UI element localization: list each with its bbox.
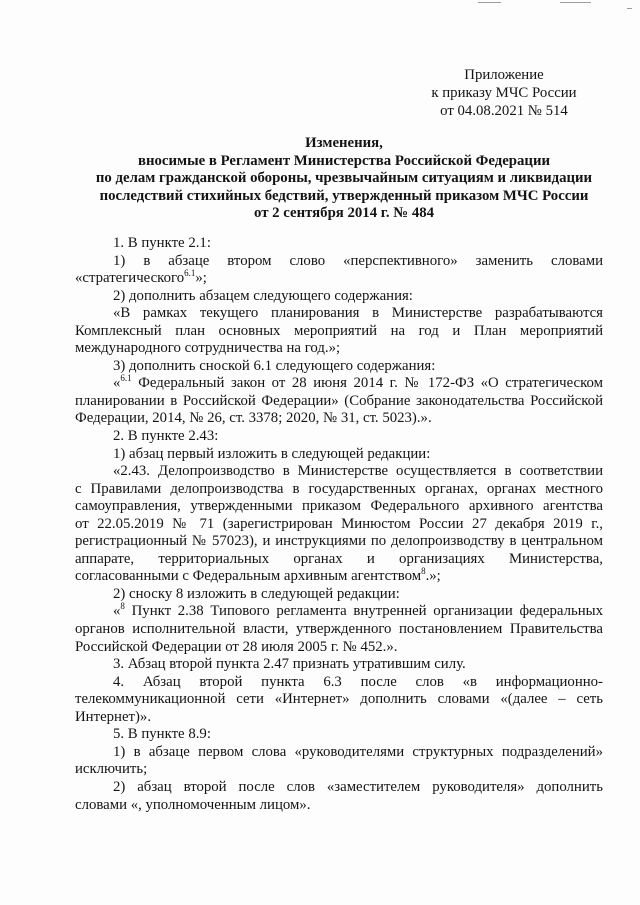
footnote-8-text [75,603,603,656]
item-5-subitem-2 [75,779,603,814]
item-5-subitem-1 [75,744,603,779]
item-1-subitem-1 [75,253,603,288]
text-line: «2.43. Делопроизводство в Министерстве осуществляется в соответствии [113,463,603,480]
text-line: Интернет)». [75,708,152,725]
text-line: словами «, уполномоченным лицом». [75,796,311,813]
text-line: международного сотрудничества на год.»; [75,340,341,357]
item-3 [75,656,603,674]
text-line: «В рамках текущего планирования в Министерстве разрабатываются [113,305,603,322]
footnote-marker: 8 [120,601,125,612]
text-line: исключить; [75,761,148,778]
text-line: Федерации, 2014, № 26, ст. 3378; 2020, № 31, ст. 5023).». [75,410,432,427]
text-line: Комплексный план основных мероприятий на год и План мероприятий [75,322,603,339]
text-line: 1. В пункте 2.1: [113,235,211,251]
item-2-subitem-1 [75,446,603,464]
text-line: планировании в Российской Федерации» (Собрание законодательства Российской [75,392,603,409]
item-1-subitem-2-quote [75,305,603,358]
text-line [75,375,603,393]
text-line: телекоммуникационной сети «Интернет» дополнить словами «(далее – сеть [75,691,603,708]
text-line: 1) в абзаце втором слово «перспективного» заменить словами [113,252,603,269]
text-line: 2) дополнить абзацем следующего содержания: [113,287,413,304]
text-segment: »; [195,270,207,287]
text-line: 2) абзац второй после слов «заместителем руководителя» дополнить [113,778,603,795]
scan-mark [478,2,501,3]
text-line: органов исполнительной власти, утвержденного постановлением Правительства [75,621,603,638]
item-2-heading [75,428,603,446]
footnote-marker: 6.1 [184,268,196,279]
item-1-subitem-2 [75,288,603,306]
footnote-marker: 6.1 [120,373,132,384]
text-line: от 22.05.2019 № 71 (зарегистрирован Минюстом России 27 декабря 2019 г., [75,515,603,532]
scan-mark [560,2,591,3]
footnote-marker: 8 [421,566,426,577]
item-5-heading [75,726,603,744]
item-2-subitem-2 [75,586,603,604]
text-segment: согласованными с Федеральным архивным агентством [75,568,422,585]
text-line: 1) абзац первый изложить в следующей редакции: [113,445,431,462]
item-1-heading [75,235,603,253]
title-line: последствий стихийных бедствий, утвержденный приказом МЧС России [99,187,589,204]
text-segment: Пункт 2.38 Типового регламента внутренней организации федеральных [124,603,603,620]
text-segment: «стратегического [75,270,185,287]
title-line: по делам гражданской обороны, чрезвычайным ситуациям и ликвидации [95,170,593,187]
text-line [75,270,603,288]
item-4 [75,674,603,727]
title-line: Изменения, [305,135,383,151]
text-line: самоуправления, утвержденными приказом Федерального архивного агентства [75,498,603,515]
text-line: 1) в абзаце первом слова «руководителями структурных подразделений» [113,743,603,760]
text-line: с Правилами делопроизводства в государственных органах, органах местного [75,480,603,497]
footnote-6-1-text [75,375,603,428]
appendix-header [424,66,584,120]
text-line: 5. В пункте 8.9: [113,726,211,743]
text-line: 2) сноску 8 изложить в следующей редакции: [113,585,400,602]
text-segment: « [113,603,121,620]
text-line: 4. Абзац второй пункта 6.3 после слов «в информационно- [113,673,603,690]
text-segment: .»; [425,568,441,585]
text-line [75,568,603,586]
document-title [79,135,609,223]
document-body [75,235,603,814]
order-date: от 04.08.2021 № 514 [440,103,568,119]
text-line: регистрационный № 57023), и инструкциями по делопроизводству в центральном [75,533,603,550]
text-line: 3) дополнить сноской 6.1 следующего содержания: [113,357,436,374]
text-line: аппарате, территориальных органах и организациях Министерства, [75,550,603,567]
text-line [75,603,603,621]
item-2-subitem-1-quote [75,463,603,586]
text-line: 2. В пункте 2.43: [113,428,219,445]
text-segment: « [113,375,121,392]
item-1-subitem-3 [75,358,603,376]
text-line: 3. Абзац второй пункта 2.47 признать утратившим силу. [113,656,466,673]
scan-mark [627,8,632,9]
order-reference: к приказу МЧС России [431,85,577,101]
appendix-label: Приложение [464,67,544,83]
text-line: Российской Федерации от 28 июля 2005 г. № 452.». [75,638,398,655]
title-line: от 2 сентября 2014 г. № 484 [253,205,435,222]
title-line: вносимые в Регламент Министерства Российской Федерации [137,152,551,169]
text-segment: Федеральный закон от 28 июня 2014 г. № 172-ФЗ «О стратегическом [131,375,603,392]
